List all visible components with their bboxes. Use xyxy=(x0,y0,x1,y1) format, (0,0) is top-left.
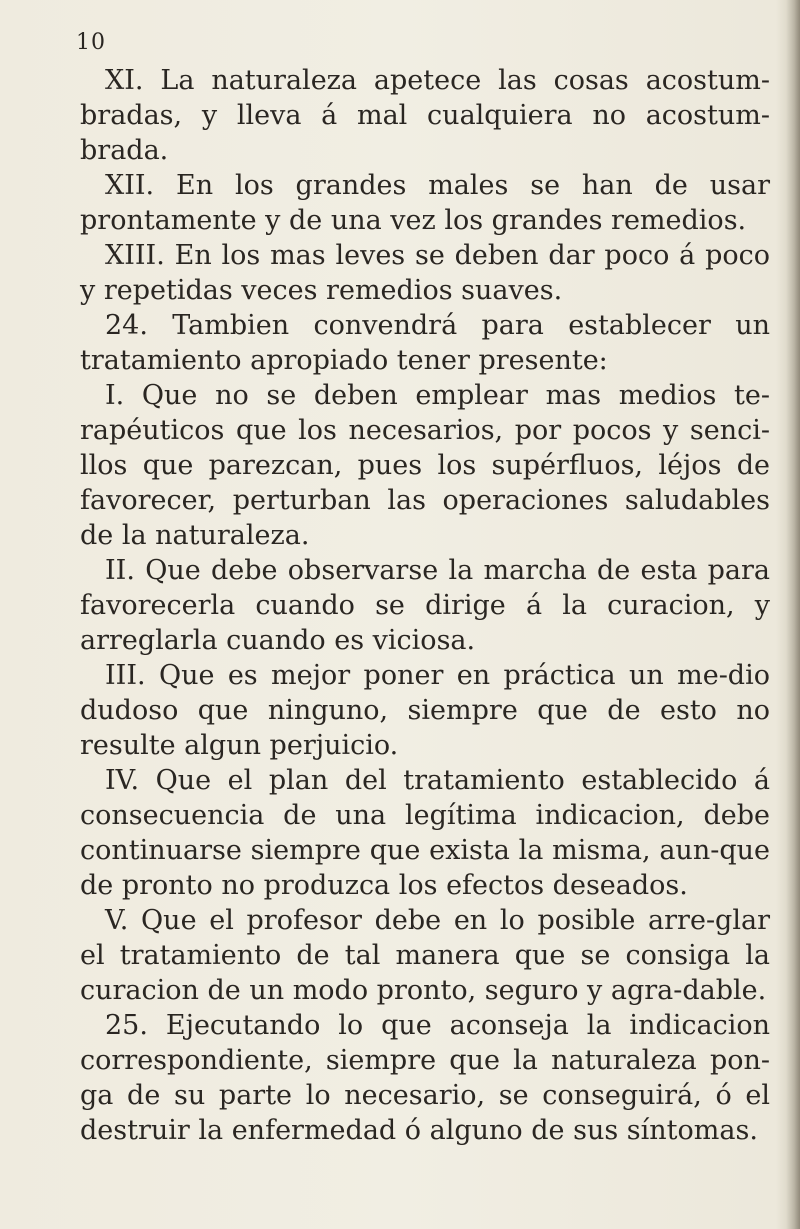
paragraph-24: 24. Tambien convendrá para establecer un tratamiento apropiado tener presente: xyxy=(80,310,770,376)
paragraph-25: 25. Ejecutando lo que aconseja la indicacion correspondiente, siempre que la naturaleza pon-ga de su parte lo necesario, se conseguirá, ó el destruir la enfermedad ó alguno de sus síntomas. xyxy=(80,1010,770,1146)
paragraph-ii: II. Que debe observarse la marcha de esta para favorecerla cuando se dirige á la curacion, y arreglarla cuando es viciosa. xyxy=(80,555,770,656)
paragraph-xi: XI. La naturaleza apetece las cosas acostum-bradas, y lleva á mal cualquiera no acostum-brada. xyxy=(80,65,770,166)
paragraph-iv: IV. Que el plan del tratamiento establecido á consecuencia de una legítima indicacion, debe continuarse siempre que exista la misma, aun-que de pronto no produzca los efectos deseados. xyxy=(80,765,770,901)
paragraph-xiii: XIII. En los mas leves se deben dar poco á poco y repetidas veces remedios suaves. xyxy=(80,240,770,306)
body-text xyxy=(80,63,770,1148)
paragraph-v: V. Que el profesor debe en lo posible arre-glar el tratamiento de tal manera que se consiga la curacion de un modo pronto, seguro y agra-dable. xyxy=(80,905,770,1006)
page-edge-shadow xyxy=(786,0,800,1229)
page-number: 10 xyxy=(76,30,106,55)
paragraph-xii: XII. En los grandes males se han de usar prontamente y de una vez los grandes remedios. xyxy=(80,170,770,236)
paragraph-iii: III. Que es mejor poner en práctica un me-dio dudoso que ninguno, siempre que de esto no resulte algun perjuicio. xyxy=(80,660,770,761)
paragraph-i: I. Que no se deben emplear mas medios te-rapéuticos que los necesarios, por pocos y senci-llos que parezcan, pues los supérfluos, léjos de favorecer, perturban las operaciones saludables de la naturaleza. xyxy=(80,380,770,551)
